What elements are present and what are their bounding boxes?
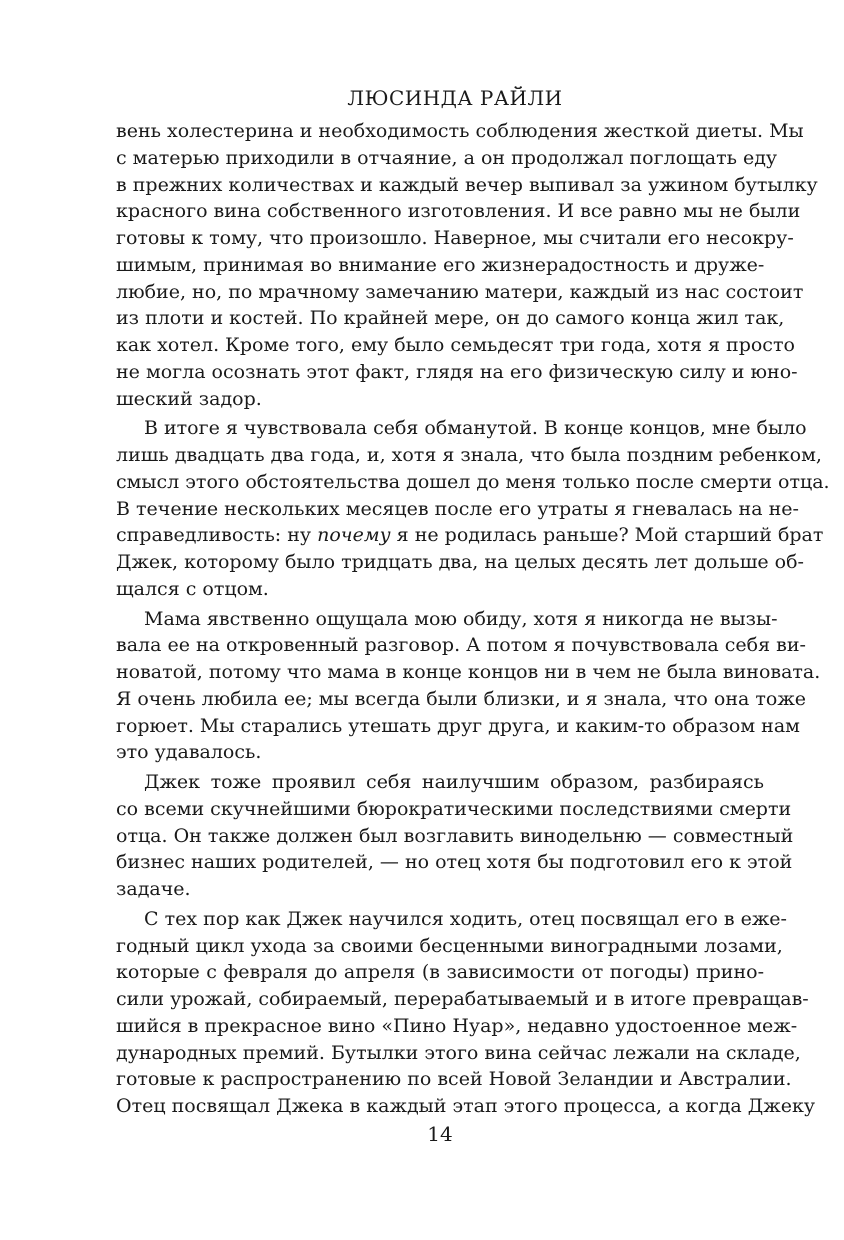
running-title: ЛЮСИНДА РАЙЛИ [347,86,563,110]
text-line: щался с отцом. [116,577,269,600]
paragraph [116,769,794,903]
paragraph [116,118,818,412]
text-line: горюет. Мы старались утешать друг друга, и каким-то образом нам [116,714,800,737]
text-line: Джек тоже проявил себя наилучшим образом, разбираясь [144,771,764,793]
text-line: шеский задор. [116,387,262,410]
text-fragment: справедливость: ну [116,524,318,547]
text-line: красного вина собственного изготовления. И все равно мы не были [116,200,801,223]
text-line: лишь двадцать два года, и, хотя я знала, что была поздним ребенком, [116,444,822,466]
text-line: В течение нескольких месяцев после его утраты я гневалась на не- [116,497,799,520]
text-line: Я очень любила ее; мы всегда были близки, и я знала, что она тоже [116,687,807,710]
page-number: 14 [427,1122,453,1146]
text-line: С тех пор как Джек научился ходить, отец посвящал его в еже- [144,907,787,930]
text-line: вень холестерина и необходимость соблюдения жесткой диеты. Мы [116,120,804,142]
text-line: это удавалось. [116,741,262,764]
text-line: бизнес наших родителей, — но отец хотя бы подготовил его к этой [116,851,793,874]
text-line: готовы к тому, что произошло. Наверное, мы считали его несокру- [116,227,794,249]
text-line: смысл этого обстоятельства дошел до меня только после смерти отца. [116,470,830,493]
text-line: шимым, принимая во внимание его жизнерадостность и друже- [116,253,765,276]
text-line: шийся в прекрасное вино «Пино Нуар», недавно удостоенное меж- [116,1014,798,1037]
text-line: с матерью приходили в отчаяние, а он продолжал поглощать еду [116,146,778,169]
text-line: Мама явственно ощущала мою обиду, хотя я никогда не вызы- [144,607,778,630]
paragraph [116,415,830,602]
text-line: любие, но, по мрачному замечанию матери, каждый из нас состоит [116,280,804,303]
book-page [116,78,830,1146]
text-line: отца. Он также должен был возглавить винодельню — совместный [116,824,794,847]
text-line: не могла осознать этот факт, глядя на его физическую силу и юно- [116,360,798,383]
text-line: годный цикл ухода за своими бесценными виноградными лозами, [116,934,783,957]
text-line: Отец посвящал Джека в каждый этап этого процесса, а когда Джеку [116,1095,816,1117]
text-line-with-italic [116,522,824,549]
text-line: задаче. [116,878,191,900]
text-fragment: я не родилась раньше? Мой старший брат [390,524,824,547]
text-line: дународных премий. Бутылки этого вина сейчас лежали на складе, [116,1041,801,1064]
text-line: Джек, которому было тридцать два, на целых десять лет дольше об- [116,551,804,573]
text-line: как хотел. Кроме того, ему было семьдесят три года, хотя я просто [116,334,795,356]
text-line: из плоти и костей. По крайней мере, он до самого конца жил так, [116,307,785,330]
italic-word: почему [317,524,391,547]
text-line: В итоге я чувствовала себя обманутой. В конце концов, мне было [144,417,807,440]
text-line: сили урожай, собираемый, перерабатываемый и в итоге превращав- [116,988,809,1010]
paragraph [116,906,816,1120]
text-line: вала ее на откровенный разговор. А потом я почувствовала себя ви- [116,634,806,657]
text-line: которые с февраля до апреля (в зависимости от погоды) прино- [116,961,764,984]
text-line: со всеми скучнейшими бюрократическими последствиями смерти [116,797,792,820]
text-line: новатой, потому что мама в конце концов ни в чем не была виновата. [116,661,821,683]
paragraph [116,606,821,767]
text-line: в прежних количествах и каждый вечер выпивал за ужином бутылку [116,173,818,196]
text-line: готовые к распространению по всей Новой Зеландии и Австралии. [116,1068,792,1091]
body-text [116,118,830,1120]
